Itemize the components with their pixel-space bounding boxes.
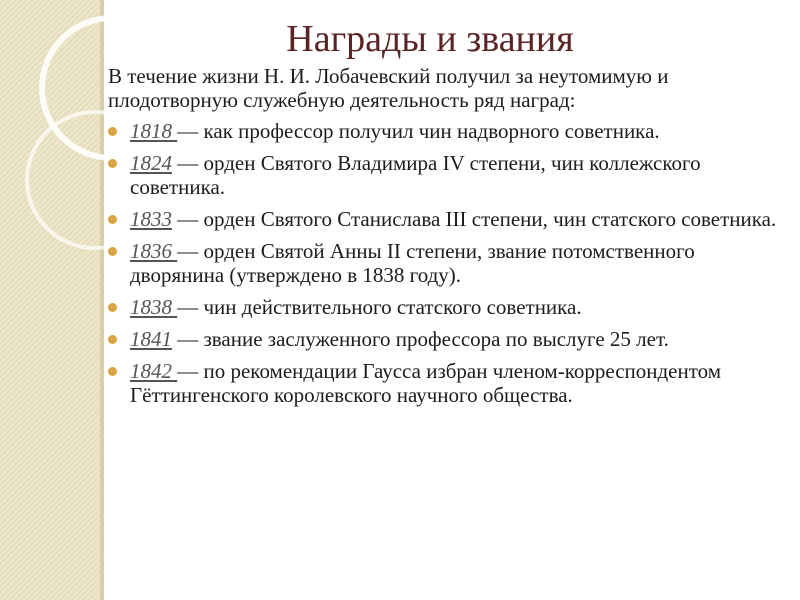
- bullet-icon: [108, 247, 117, 256]
- award-item: [108, 327, 778, 351]
- award-item: [108, 239, 778, 287]
- intro-text: В течение жизни Н. И. Лобачевский получил за неутомимую и плодотворную служебную деятельность ряд наград:: [108, 64, 669, 112]
- award-text: — орден Святого Станислава III степени, чин статского советника.: [172, 207, 777, 231]
- bullet-icon: [108, 215, 117, 224]
- awards-list: [108, 119, 778, 407]
- award-year: 1833: [130, 207, 172, 231]
- award-text: — орден Святой Анны II степени, звание потомственного дворянина (утверждено в 1838 году).: [130, 239, 695, 287]
- award-item: [108, 359, 778, 407]
- award-item: [108, 295, 778, 319]
- slide-body: [108, 64, 778, 415]
- award-text: — по рекомендации Гаусса избран членом-корреспондентом Гёттингенского королевского научного общества.: [130, 359, 722, 407]
- award-text: — орден Святого Владимира IV степени, чин коллежского советника.: [130, 151, 701, 199]
- award-year: 1818: [130, 119, 178, 143]
- award-text: — звание заслуженного профессора по выслуге 25 лет.: [172, 327, 669, 351]
- bullet-icon: [108, 303, 117, 312]
- bullet-icon: [108, 335, 117, 344]
- award-year: 1824: [130, 151, 172, 175]
- award-year: 1836: [130, 239, 178, 263]
- award-item: [108, 119, 778, 143]
- award-text: — как профессор получил чин надворного советника.: [177, 119, 660, 143]
- award-year: 1838: [130, 295, 178, 319]
- award-item: [108, 151, 778, 199]
- bullet-icon: [108, 159, 117, 168]
- slide-title: Награды и звания: [286, 18, 574, 60]
- award-year: 1841: [130, 327, 172, 351]
- award-item: [108, 207, 778, 231]
- bullet-icon: [108, 127, 117, 136]
- award-year: 1842: [130, 359, 178, 383]
- award-text: — чин действительного статского советника.: [177, 295, 582, 319]
- bullet-icon: [108, 367, 117, 376]
